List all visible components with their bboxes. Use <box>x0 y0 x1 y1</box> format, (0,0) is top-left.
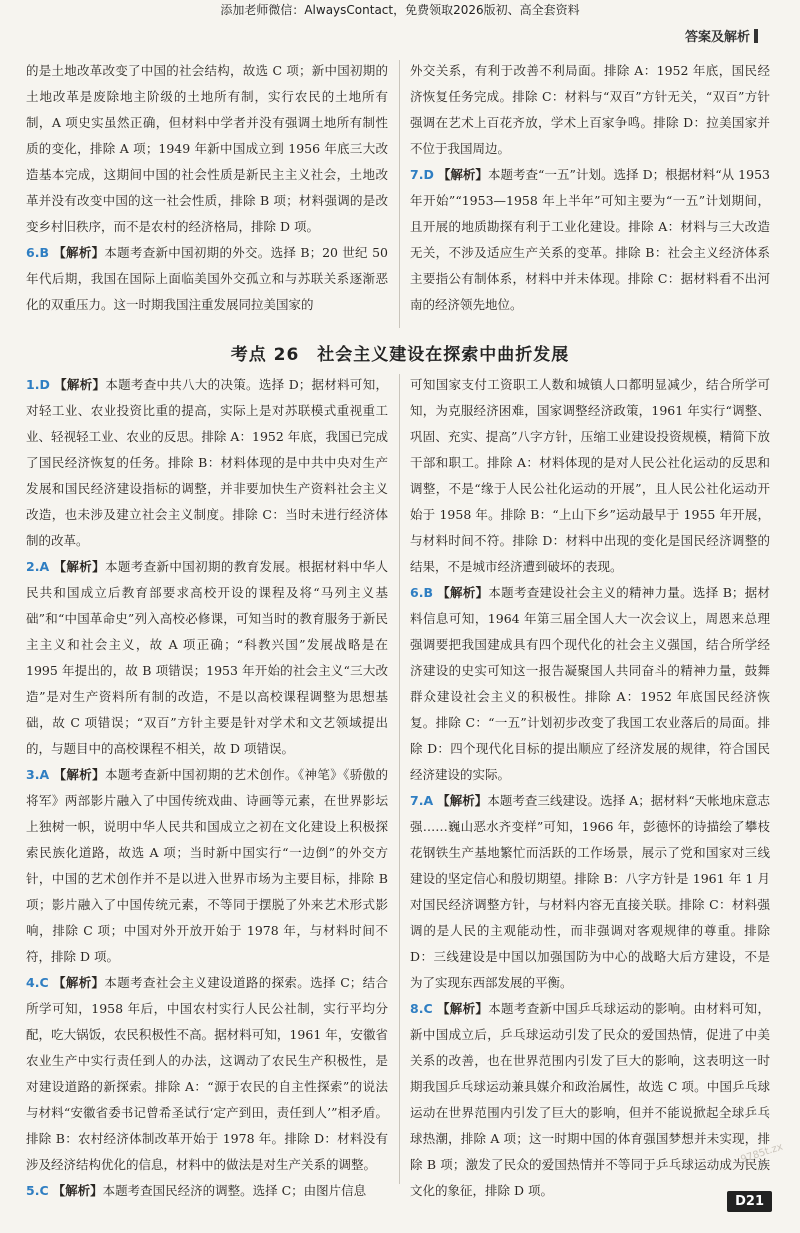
analysis-tag: 【解析】 <box>52 1183 103 1198</box>
sec2-right-column <box>410 372 770 1204</box>
sec1-right-column <box>410 58 770 318</box>
item-answer: B <box>39 245 49 260</box>
item-answer: C <box>423 1001 433 1016</box>
answer-item <box>410 580 770 788</box>
analysis-tag: 【解析】 <box>53 767 105 782</box>
answer-item <box>26 240 388 318</box>
answer-item <box>26 970 388 1178</box>
section-number: 考点 26 <box>230 345 300 365</box>
item-number: 6. <box>26 245 40 260</box>
item-answer: D <box>39 377 50 392</box>
item-text: 本题考查社会主义建设道路的探索。选择 C；结合所学可知，1958 年后，中国农村实行人民公社制，实行平均分配，吃大锅饭，农民积极性不高。据材料可知，1961 年，安徽省农业生产中实行责任到人的办法，这调动了农民生产积极性，是对建设道路的新探索。排除 A：“源于农民的自主性探索”的说法与材料“安徽省委书记曾希圣试行‘定产到田，责任到人’”相矛盾。排除 B：农村经济体制改革开始于 1978 年。排除 D：材料没有涉及经济结构优化的信息，材料中的做法是对生产关系的调整。 <box>26 975 388 1172</box>
item-number: 8. <box>410 1001 424 1016</box>
watermark: 9785t.zx <box>739 1141 785 1166</box>
paragraph: 的是土地改革改变了中国的社会结构，故选 C 项；新中国初期的土地改革是废除地主阶级的土地所有制，实行农民的土地所有制，A 项史实虽然正确，但材料中学者并没有强调土地所有制性质的变化，排除 A 项；1949 年新中国成立到 1956 年底三大改造基本完成，这期间中国的社会性质是新民主主义社会，土地改革并没有改变中国的这一社会性质，排除 B 项；材料强调的是改变乡村旧秩序，而不是农村的经济格局，排除 D 项。 <box>26 63 388 234</box>
analysis-tag: 【解析】 <box>437 585 489 600</box>
answer-item <box>26 372 388 554</box>
item-answer: A <box>39 767 50 782</box>
item-number: 7. <box>410 793 424 808</box>
item-text: 本题考查“一五”计划。选择 D；根据材料“从 1953 年开始”“1953—1958 年上半年”可知主要为“一五”计划期间，且开展的地质勘探有利于工业化建设。排除 A：材料与三大改造无关，不涉及适应生产关系的变革。排除 B：社会主义经济体系主要指公有制体系，材料中并未体现。排除 C：据材料看不出河南的经济领先地位。 <box>410 167 770 312</box>
answer-item <box>410 162 770 318</box>
item-text: 本题考查国民经济的调整。选择 C；由图片信息 <box>102 1183 367 1198</box>
item-text: 本题考查建设社会主义的精神力量。选择 B；据材料信息可知，1964 年第三届全国人大一次会议上，周恩来总理强调要把我国建成具有四个现代化的社会主义强国，结合所学经济建设的史实可知这一报告凝聚国人共同奋斗的精神力量，鼓舞群众建设社会主义的积极性。排除 A：1952 年底国民经济恢复。排除 C：“一五”计划初步改变了我国工农业落后的局面。排除 D：四个现代化目标的提出顺应了经济发展的规律，符合国民经济建设的实际。 <box>410 585 770 782</box>
item-number: 3. <box>26 767 40 782</box>
item-number: 4. <box>26 975 40 990</box>
item-text: 本题考查新中国乒乓球运动的影响。由材料可知，新中国成立后，乒乓球运动引发了民众的爱国热情，促进了中美关系的改善，也在世界范围内引发了巨大的影响，这表明这一时期我国乒乓球运动兼具媒介和政治属性，故选 C 项。中国乒乓球运动在世界范围内引发了巨大的影响，但并不能说掀起全球乒乓球热潮，排除 A 项；这一时期中国的体育强国梦想并未实现，排除 B 项；激发了民众的爱国热情并不等同于乒乓球运动成为民族文化的象征，排除 D 项。 <box>410 1001 770 1198</box>
item-answer: D <box>423 167 434 182</box>
analysis-tag: 【解析】 <box>53 245 105 260</box>
column-divider-top <box>399 60 400 328</box>
sec2-left-column <box>26 372 388 1204</box>
analysis-tag: 【解析】 <box>52 975 105 990</box>
section-title <box>0 340 800 365</box>
item-number: 7. <box>410 167 424 182</box>
item-text: 本题考查新中国初期的艺术创作。《神笔》《骄傲的将军》两部影片融入了中国传统戏曲、诗画等元素，在世界影坛上独树一帜，说明中华人民共和国成立之初在文化建设上积极探索民族化道路，故选 A 项；当时新中国实行“一边倒”的外交方针，中国的艺术创作并不是以进入世界市场为主要目标，排除 B 项；影片融入了中国传统元素，不等同于摆脱了外来艺术形式影响，排除 C 项；中国对外开放开始于 1978 年，与材料时间不符，排除 D 项。 <box>26 767 388 964</box>
answer-item <box>26 554 388 762</box>
header-label <box>685 26 758 45</box>
answer-item <box>26 1178 388 1204</box>
item-answer: A <box>423 793 434 808</box>
header-bar <box>754 29 758 43</box>
sec1-left-column <box>26 58 388 318</box>
top-banner: 添加老师微信：AlwaysContact，免费领取2026版初、高全套资料 <box>220 3 580 17</box>
analysis-tag: 【解析】 <box>437 167 488 182</box>
item-answer: C <box>39 1183 49 1198</box>
section-title-text: 社会主义建设在探索中曲折发展 <box>317 345 570 365</box>
item-number: 5. <box>26 1183 40 1198</box>
item-text: 本题考查三线建设。选择 A；据材料“天帐地床意志强……巍山恶水齐变样”可知，1966 年，彭德怀的诗描绘了攀枝花钢铁生产基地繁忙而活跃的工作场景，展示了党和国家对三线建设的坚定信心和殷切期望。排除 B：八字方针是 1961 年 1 月对国民经济调整方针，与材料内容无直接关联。排除 C：材料强调的是人民的主观能动性，而非强调对客观规律的尊重。排除 D：三线建设是中国以加强国防为中心的战略大后方建设，不是为了实现东西部发展的平衡。 <box>410 793 770 990</box>
header-text: 答案及解析 <box>684 30 750 45</box>
answer-item <box>410 788 770 996</box>
item-number: 6. <box>410 585 424 600</box>
item-answer: C <box>39 975 49 990</box>
page-number: D21 <box>727 1191 772 1212</box>
answer-item <box>410 996 770 1204</box>
column-divider-bottom <box>399 374 400 1184</box>
item-number: 2. <box>26 559 40 574</box>
item-number: 1. <box>26 377 40 392</box>
paragraph: 外交关系，有利于改善不利局面。排除 A：1952 年底，国民经济恢复任务完成。排除 C：材料与“双百”方针无关，“双百”方针强调在艺术上百花齐放，学术上百家争鸣。排除 D：拉美国家并不位于我国周边。 <box>410 63 770 156</box>
analysis-tag: 【解析】 <box>54 377 106 392</box>
analysis-tag: 【解析】 <box>437 793 488 808</box>
item-text: 本题考查新中国初期的教育发展。根据材料中华人民共和国成立后教育部要求高校开设的课程及将“马列主义基础”和“中国革命史”列入高校必修课，可知当时的教育服务于新民主主义和社会主义，故 A 项正确；“科教兴国”发展战略是在 1995 年提出的，故 B 项错误；1953 年开始的社会主义“三大改造”是对生产资料所有制的改造，不是以高校课程调整为思想基础，故 C 项错误；“双百”方针主要是针对学术和文艺领域提出的，与题目中的高校课程不相关，故 D 项错误。 <box>26 559 388 756</box>
paragraph: 可知国家支付工资职工人数和城镇人口都明显减少，结合所学可知，为克服经济困难，国家调整经济政策，1961 年实行“调整、巩固、充实、提高”八字方针，压缩工业建设投资规模，精简下放干部和职工。排除 A：材料体现的是对人民公社化运动的反思和调整，不是“缘于人民公社化运动的开展”，且人民公社化运动开始于 1958 年。排除 B：“上山下乡”运动最早于 1955 年开展，与材料时间不符。排除 D：材料中出现的变化是国民经济调整的结果，不是城市经济遭到破坏的表现。 <box>410 377 770 574</box>
analysis-tag: 【解析】 <box>53 559 106 574</box>
item-answer: B <box>423 585 433 600</box>
item-answer: A <box>39 559 50 574</box>
item-text: 本题考查新中国初期的外交。选择 B；20 世纪 50 年代后期，我国在国际上面临美国外交孤立和与苏联关系逐渐恶化的双重压力。这一时期我国注重发展同拉美国家的 <box>26 245 388 312</box>
analysis-tag: 【解析】 <box>436 1001 489 1016</box>
item-text: 本题考查中共八大的决策。选择 D；据材料可知，对轻工业、农业投资比重的提高，实际上是对苏联模式重视重工业、轻视轻工业、农业的反思。排除 A：1952 年底，我国已完成了国民经济恢复的任务。排除 B：材料体现的是中共中央对生产发展和国民经济建设指标的调整，并非要加快生产资料社会主义改造，也未涉及建立社会主义制度。排除 C：当时未进行经济体制的改革。 <box>26 377 388 548</box>
answer-item <box>26 762 388 970</box>
